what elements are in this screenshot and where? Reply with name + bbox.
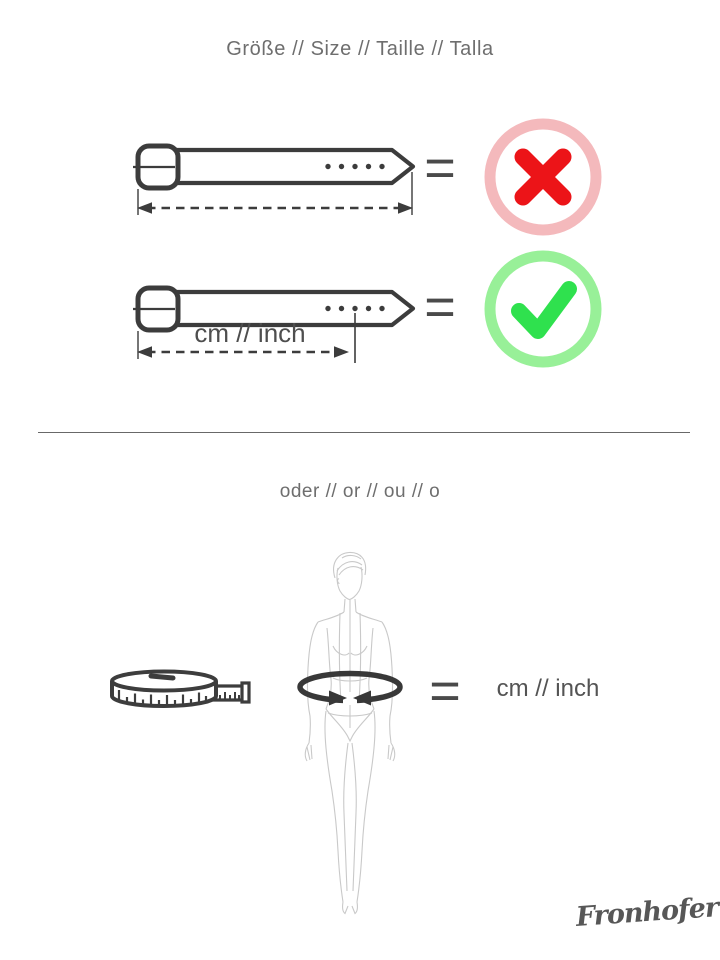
belt-measure-label: cm // inch (194, 318, 306, 348)
body-measure-label: cm // inch (496, 675, 600, 702)
belt-full-length-diagram (125, 133, 425, 223)
equals-icon: = (424, 138, 456, 198)
face (337, 567, 362, 600)
belt-strap (175, 150, 413, 183)
right-leg-outer (357, 711, 375, 902)
drum-slot (151, 676, 173, 678)
feet (343, 902, 358, 914)
tape-measure-icon (105, 662, 255, 717)
equals-icon: = (424, 277, 456, 337)
left-arm (307, 622, 318, 743)
drum-top (112, 672, 216, 691)
ear (338, 579, 340, 584)
brand-signature-logo: Fronhofer (574, 892, 720, 933)
right-leg-inner (352, 743, 356, 891)
left-leg-inner (344, 743, 348, 891)
tape-strip-ticks (215, 692, 239, 699)
right-arm (382, 622, 393, 743)
page-title: Größe // Size // Taille // Talla (226, 38, 494, 60)
body-sketch (285, 550, 420, 915)
arrowhead-right (398, 202, 413, 213)
cross-icon (484, 118, 602, 236)
or-line: oder // or // ou // o (279, 481, 441, 502)
hair-fringe (337, 555, 363, 575)
equals-icon: = (429, 661, 461, 721)
check-icon (484, 250, 602, 368)
hair (334, 552, 366, 578)
section-divider (38, 432, 690, 433)
right-hand (388, 743, 395, 761)
tape-end (242, 683, 249, 702)
left-hand (305, 743, 312, 761)
left-leg-outer (325, 711, 343, 902)
arrowhead-left (137, 202, 152, 213)
